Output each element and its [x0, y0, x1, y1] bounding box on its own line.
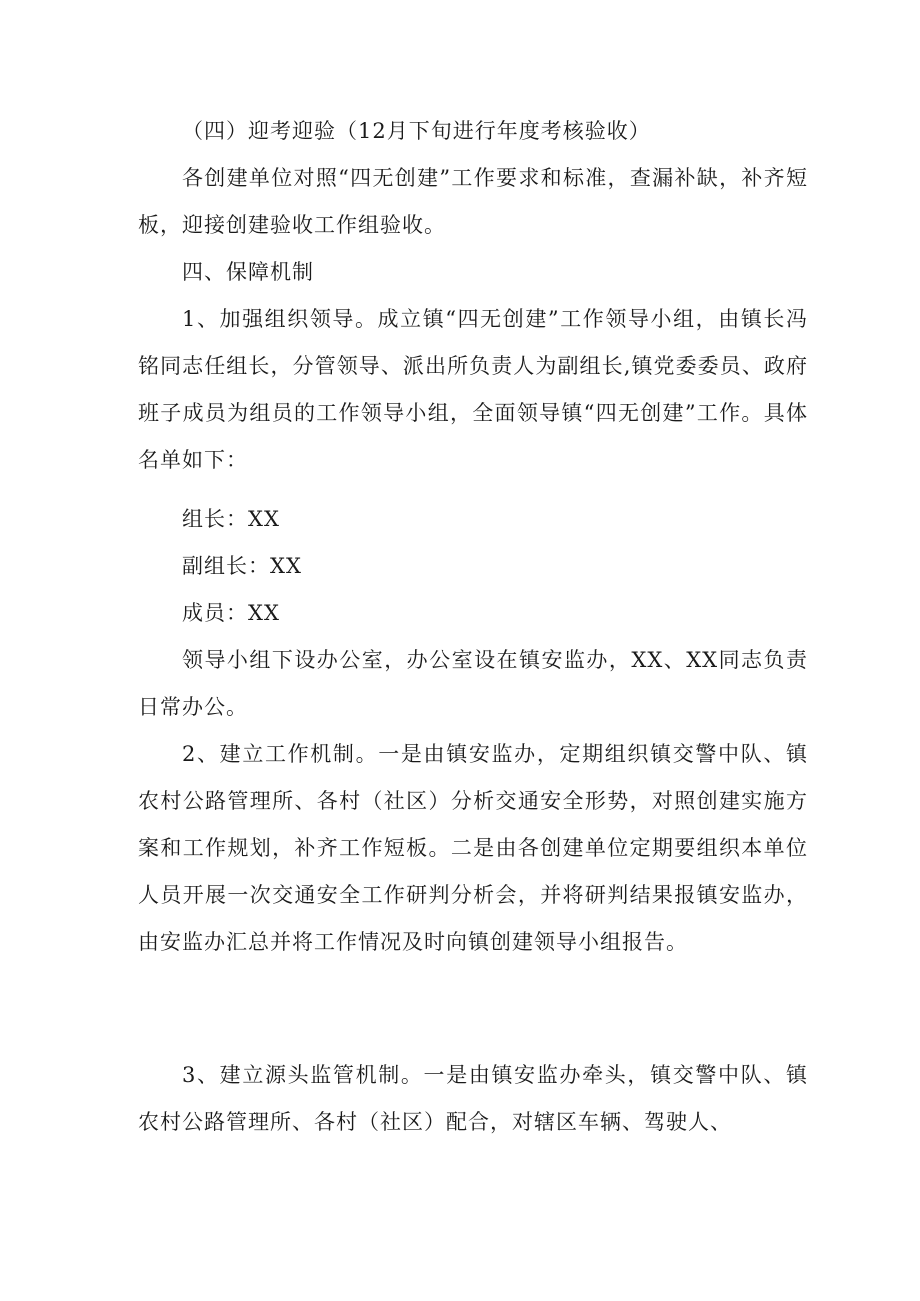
leader-line: 组长：XX: [182, 507, 280, 531]
paragraph-office: 领导小组下设办公室，办公室设在镇安监办，XX、XX同志负责日常办公。: [138, 648, 808, 719]
deputy-leader-line: 副组长：XX: [182, 554, 302, 578]
section-heading-four-exam: （四）迎考迎验（12月下旬进行年度考核验收）: [182, 119, 651, 143]
paragraph-organization-leadership: 1、加强组织领导。成立镇“四无创建”工作领导小组，由镇长冯铭同志任组长，分管领导、派出所负责人为副组长,镇党委委员、政府班子成员为组员的工作领导小组，全面领导镇“四无创建”工作。具体名单如下：: [138, 307, 808, 472]
members-line: 成员：XX: [182, 601, 280, 625]
section-heading-guarantee: 四、保障机制: [182, 260, 314, 284]
paragraph-source-supervision: 3、建立源头监管机制。一是由镇安监办牵头，镇交警中队、镇农村公路管理所、各村（社区）配合，对辖区车辆、驾驶人、: [138, 1063, 808, 1134]
paragraph-work-mechanism: 2、建立工作机制。一是由镇安监办，定期组织镇交警中队、镇农村公路管理所、各村（社区）分析交通安全形势，对照创建实施方案和工作规划，补齐工作短板。二是由各创建单位定期要组织本单位人员开展一次交通安全工作研判分析会，并将研判结果报镇安监办，由安监办汇总并将工作情况及时向镇创建领导小组报告。: [138, 742, 808, 954]
paragraph-exam-prep: 各创建单位对照“四无创建”工作要求和标准，查漏补缺，补齐短板，迎接创建验收工作组验收。: [138, 166, 808, 237]
